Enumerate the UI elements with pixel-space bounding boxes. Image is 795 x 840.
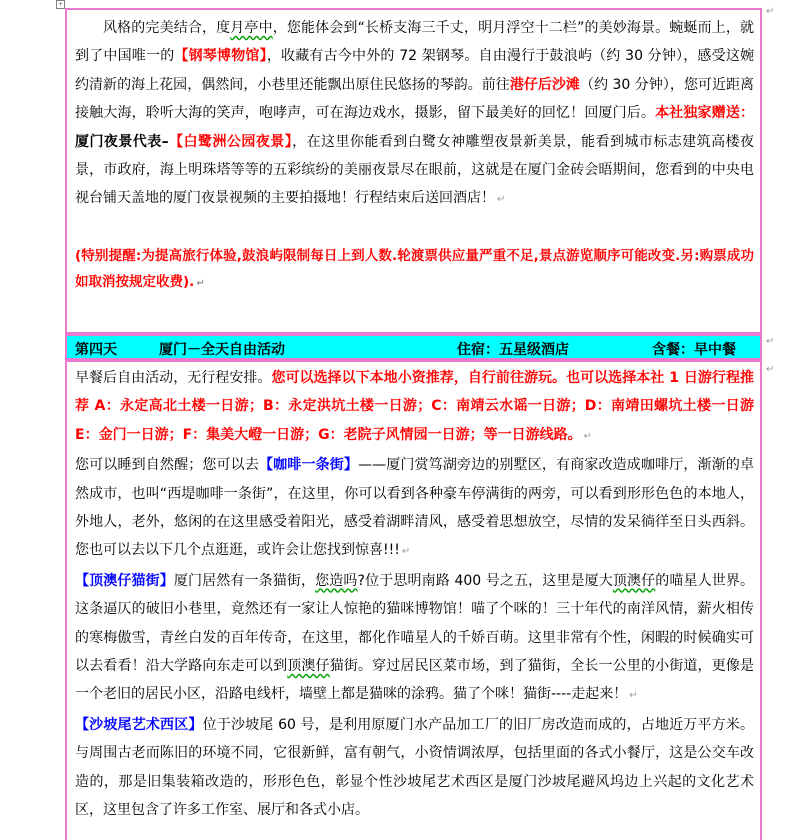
paragraph-mark-icon: ↵ bbox=[401, 546, 411, 558]
text-run: 月亭中 bbox=[230, 20, 273, 36]
paragraph-mark-icon: ↵ bbox=[583, 430, 593, 442]
art-district-highlight: 【沙坡尾艺术西区】 bbox=[75, 716, 203, 733]
special-notice[interactable] bbox=[75, 243, 754, 297]
paragraph-mark-icon: ↵ bbox=[497, 194, 506, 206]
text-run: 顶澳仔 bbox=[287, 658, 330, 675]
itinerary-cell-day4[interactable] bbox=[65, 360, 762, 840]
itinerary-paragraph[interactable] bbox=[75, 711, 754, 825]
night-view-label: 厦门夜景代表– bbox=[75, 133, 169, 150]
paragraph-mark-icon: ↵ bbox=[196, 277, 205, 289]
lodging-info: 住宿：五星级酒店 bbox=[457, 342, 569, 358]
itinerary-cell-day3-continued[interactable] bbox=[65, 8, 762, 334]
row-end-mark-icon: ↵ bbox=[766, 6, 775, 17]
egret-park-highlight: 【白鹭洲公园夜景】 bbox=[168, 133, 293, 150]
text-run: 早餐后自由活动，无行程安排。 bbox=[75, 370, 272, 386]
piano-museum-highlight: 【钢琴博物馆】 bbox=[174, 48, 267, 65]
text-run: 顶澳仔 bbox=[612, 572, 656, 589]
text-run: ?位于思明南路 400 号之五，这里是厦大 bbox=[357, 572, 613, 589]
itinerary-paragraph[interactable] bbox=[75, 567, 754, 711]
meals-info: 含餐：早中餐 bbox=[652, 342, 736, 358]
day-number: 第四天 bbox=[75, 342, 117, 358]
text-run: （约 30 分钟），您可近距离接触大海，聆听大海的笑声，咆哮声，可在海边戏水，摄影，留下最美好的回忆！回厦门后。 bbox=[75, 76, 755, 122]
notice-text: (特别提醒:为提高旅行体验,鼓浪屿限制每日上到人数.轮渡票供应量严重不足,景点游览顺序可能改变.另:购票成功如取消按规定收费). bbox=[75, 247, 754, 290]
itinerary-paragraph[interactable] bbox=[75, 451, 754, 567]
itinerary-paragraph[interactable] bbox=[75, 364, 754, 451]
text-run: ——厦门赏笃湖旁边的别墅区，有商家改造成咖啡厅，渐渐的卓然成市，也叫“西堤咖啡一条街”，在这里，你可以看到各种豪车停满街的两旁，可以看到形形色色的本地人，外地人，老外，悠闲的在这里感受着阳光，感受着湖畔清风，感受着思想放空，尽情的发呆徜徉至日头西斜。您也可以去以下几个点逛逛，或许会让您找到惊喜!!! bbox=[75, 457, 755, 559]
coffee-street-highlight: 【咖啡一条街】 bbox=[258, 457, 359, 474]
gift-highlight: 本社独家赠送： bbox=[655, 105, 755, 122]
text-run: ，收藏有古今中外的 72 架钢琴。自由漫行于鼓浪屿（约 30 分钟），感受这婉约清新的海上花园，偶然间，小巷里还能飘出原住民悠扬的琴韵。前往 bbox=[75, 48, 755, 93]
row-end-mark-icon: ↵ bbox=[766, 336, 775, 347]
itinerary-paragraph[interactable] bbox=[75, 14, 754, 215]
text-run: 风格的完美结合，度 bbox=[103, 20, 231, 36]
text-run: 位于沙坡尾 60 号，是利用原厦门水产品加工厂的旧厂房改造而成的，占地近万平方米。与周围古老而陈旧的环境不同，它很新鲜，富有朝气，小资情调浓厚，包括里面的各式小餐厅，这是公交车改造的，那是旧集装箱改造的，形形色色，彰显个性沙坡尾艺术西区是厦门沙坡尾避风坞边上兴起的文化艺术区，这里包含了许多工作室、展厅和各式小店。 bbox=[75, 716, 755, 819]
text-run: 的喵星人世界。这条逼仄的破旧小巷里，竟然还有一家让人惊艳的猫咪博物馆！喵了个咪的！三十年代的南洋风情，薪火相传的寒梅傲雪，青丝白发的百年传奇，在这里，都化作喵星人的千娇百萌。这里非常有个性，闲暇的时候确实可以去看看！沿大学路向东走可以到 bbox=[75, 572, 755, 675]
beach-highlight: 港仔后沙滩 bbox=[509, 76, 580, 93]
day-route: 厦门－全天自由活动 bbox=[159, 342, 285, 358]
optional-tours-highlight: 您可以选择以下本地小资推荐，自行前往游玩。也可以选择本社 1 日游行程推荐 A：永定高北土楼一日游；B：永定洪坑土楼一日游；C：南靖云水谣一日游；D：南靖田螺坑土楼一日游 E：金门一日游；F：集美大嶝一日游；G：老院子风情园一日游；等一日游线路。 bbox=[75, 370, 754, 443]
text-run: ，您能体会到“长桥支海三千丈，明月浮空十二栏”的美妙海景。蜿蜒而上，就到了中国唯一的 bbox=[75, 20, 755, 65]
text-run: 您可以睡到自然醒；您可以去 bbox=[75, 457, 259, 474]
table-move-handle-icon[interactable]: + bbox=[57, 1, 64, 8]
cat-street-highlight: 【顶澳仔猫街】 bbox=[75, 572, 174, 589]
text-run: 猫街。穿过居民区菜市场，到了猫街，全长一公里的小街道，更像是一个老旧的居民小区，沿路电线杆，墙壁上都是猫咪的涂鸦。猫了个咪！猫街----走起来！ bbox=[75, 658, 755, 703]
row-end-mark-icon: ↵ bbox=[766, 364, 775, 375]
paragraph-mark-icon: ↵ bbox=[629, 690, 638, 702]
day4-header-row[interactable] bbox=[65, 334, 762, 360]
text-run: 厦门居然有一条猫街， bbox=[173, 572, 316, 589]
text-run: 您造吗 bbox=[315, 572, 358, 589]
text-run: ，在这里你能看到白鹭女神雕塑夜景新美景，能看到城市标志建筑高楼夜景，市政府，海上明珠塔等等的五彩缤纷的美丽夜景尽在眼前，这就是在厦门金砖会晤期间，您看到的中央电视台铺天盖地的厦门夜景视频的主要拍摄地！行程结束后送回酒店！ bbox=[75, 133, 755, 207]
